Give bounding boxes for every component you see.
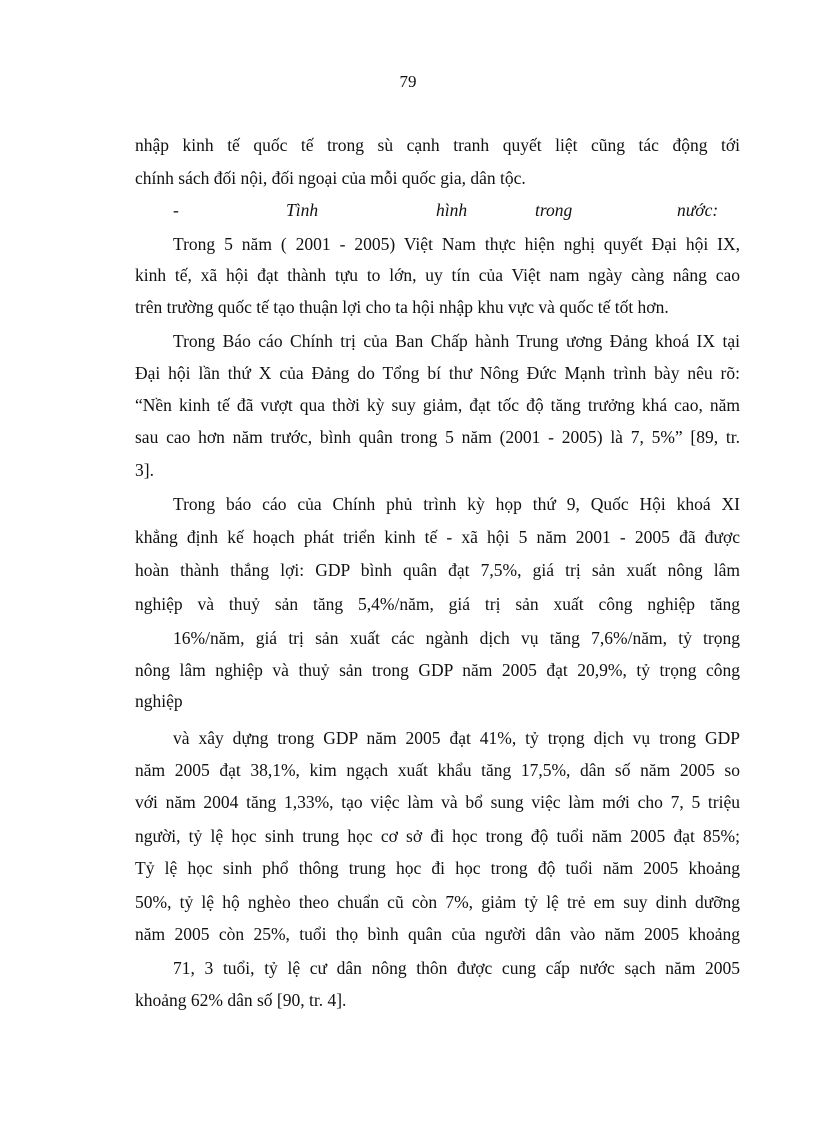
text-line: sau cao hơn năm trước, bình quân trong 5 năm (2001 - 2005) là 7, 5%” [89, tr. [135,427,740,447]
text-line: hoàn thành thắng lợi: GDP bình quân đạt 7,5%, giá trị sản xuất nông lâm [135,560,740,580]
text-line: kinh tế, xã hội đạt thành tựu to lớn, uy tín của Việt nam ngày càng nâng cao [135,265,740,285]
text-line: chính sách đối nội, đối ngoại của mỗi quốc gia, dân tộc. [135,168,526,188]
text-line: Tỷ lệ học sinh phổ thông trung học đi học trong độ tuổi năm 2005 khoảng [135,858,740,878]
text-line: nghiệp và thuỷ sản tăng 5,4%/năm, giá trị sản xuất công nghiệp tăng [135,594,740,614]
heading-dash: - [173,200,179,220]
text-line: Trong 5 năm ( 2001 - 2005) Việt Nam thực hiện nghị quyết Đại hội IX, [173,234,740,254]
text-line: Trong Báo cáo Chính trị của Ban Chấp hành Trung ương Đảng khoá IX tại [173,331,740,351]
text-line: nghiệp [135,691,183,711]
text-line: trên trường quốc tế tạo thuận lợi cho ta hội nhập khu vực và quốc tế tốt hơn. [135,297,669,317]
heading-word: hình [436,200,468,220]
text-line: 71, 3 tuổi, tỷ lệ cư dân nông thôn được cung cấp nước sạch năm 2005 [173,958,740,978]
page-number: 79 [399,72,417,91]
text-line: nông lâm nghiệp và thuỷ sản trong GDP năm 2005 đạt 20,9%, tỷ trọng công [135,660,740,680]
text-line: và xây dựng trong GDP năm 2005 đạt 41%, tỷ trọng dịch vụ trong GDP [173,728,740,748]
text-line: nhập kinh tế quốc tế trong sù cạnh tranh quyết liệt cũng tác động tới [135,135,740,155]
text-line: năm 2005 đạt 38,1%, kim ngạch xuất khẩu tăng 17,5%, dân số năm 2005 so [135,760,740,780]
text-line: khẳng định kế hoạch phát triển kinh tế - xã hội 5 năm 2001 - 2005 đã được [135,527,740,547]
text-line: Trong báo cáo của Chính phủ trình kỳ họp thứ 9, Quốc Hội khoá XI [173,494,740,514]
section-heading [173,199,740,221]
text-line: với năm 2004 tăng 1,33%, tạo việc làm và bổ sung việc làm mới cho 7, 5 triệu [135,792,740,812]
text-line: “Nền kinh tế đã vượt qua thời kỳ suy giảm, đạt tốc độ tăng trưởng khá cao, năm [135,395,740,415]
text-line: khoảng 62% dân số [90, tr. 4]. [135,990,347,1010]
heading-word: nước: [677,200,719,220]
heading-word: Tình [286,200,319,220]
heading-word: trong [535,200,573,220]
text-line: Đại hội lần thứ X của Đảng do Tổng bí thư Nông Đức Mạnh trình bày nêu rõ: [135,363,740,383]
text-line: người, tỷ lệ học sinh trung học cơ sở đi học trong độ tuổi năm 2005 đạt 85%; [135,826,740,846]
text-line: 50%, tỷ lệ hộ nghèo theo chuẩn cũ còn 7%, giảm tỷ lệ trẻ em suy dinh dưỡng [135,892,740,912]
text-line: 3]. [135,460,154,480]
text-line: năm 2005 còn 25%, tuổi thọ bình quân của người dân vào năm 2005 khoảng [135,924,740,944]
text-line: 16%/năm, giá trị sản xuất các ngành dịch vụ tăng 7,6%/năm, tỷ trọng [173,628,740,648]
